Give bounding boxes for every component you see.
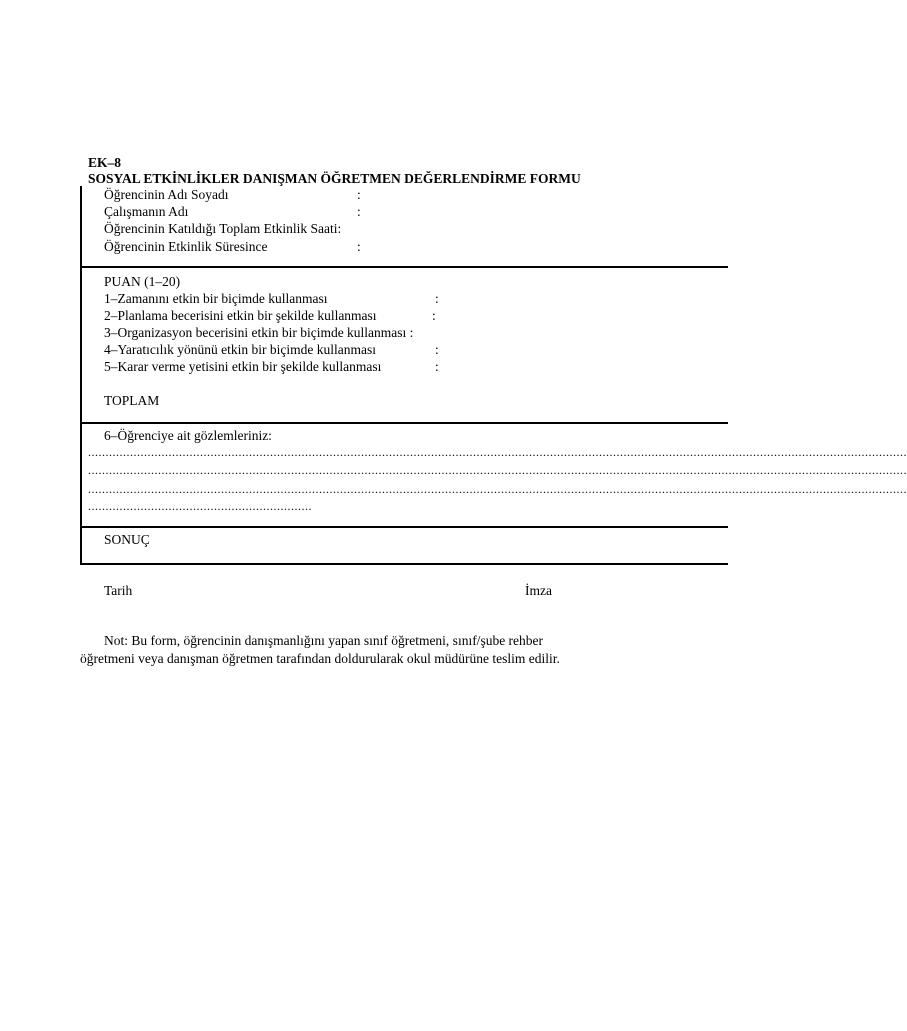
student-name-colon: : (357, 187, 361, 202)
info-left-border (80, 186, 82, 266)
divider-2 (80, 422, 728, 424)
date-label: Tarih (104, 583, 133, 598)
divider-3 (80, 526, 728, 528)
activity-duration-colon: : (357, 239, 361, 254)
score-item-4-colon: : (435, 342, 439, 357)
result-label: SONUÇ (104, 532, 150, 547)
divider-1 (80, 266, 728, 268)
observation-line-2: .......................................................................................................................................................................................................................................... (88, 463, 907, 477)
signature-label: İmza (525, 583, 552, 598)
note-line-1: Not: Bu form, öğrencinin danışmanlığını yapan sınıf öğretmeni, sınıf/şube rehber (104, 633, 544, 648)
observations-label: 6–Öğrenciye ait gözlemleriniz: (104, 428, 272, 443)
total-label: TOPLAM (104, 393, 160, 408)
score-item-2: 2–Planlama becerisini etkin bir şekilde kullanması (104, 308, 377, 323)
result-left-border (80, 528, 82, 564)
observation-line-1: .......................................................................................................................................................................................................................................... (88, 445, 907, 459)
score-item-1: 1–Zamanını etkin bir biçimde kullanması (104, 291, 328, 306)
form-title: SOSYAL ETKİNLİKLER DANIŞMAN ÖĞRETMEN DEĞERLENDİRME FORMU (88, 171, 581, 186)
score-heading: PUAN (1–20) (104, 274, 181, 289)
activity-duration-label: Öğrencinin Etkinlik Süresince (104, 239, 268, 254)
work-name-colon: : (357, 204, 361, 219)
student-name-label: Öğrencinin Adı Soyadı (104, 187, 229, 202)
score-item-5-colon: : (435, 359, 439, 374)
score-item-1-colon: : (435, 291, 439, 306)
total-hours-label: Öğrencinin Katıldığı Toplam Etkinlik Saati: (104, 221, 342, 236)
observation-line-3: .......................................................................................................................................................................................................................................... (88, 482, 907, 496)
note-line-2: öğretmeni veya danışman öğretmen tarafından doldurularak okul müdürüne teslim edilir. (80, 651, 560, 666)
form-code: EK–8 (88, 155, 122, 170)
score-item-4: 4–Yaratıcılık yönünü etkin bir biçimde kullanması (104, 342, 376, 357)
work-name-label: Çalışmanın Adı (104, 204, 189, 219)
score-item-3: 3–Organizasyon becerisini etkin bir biçimde kullanması : (104, 325, 414, 340)
observations-left-border (80, 424, 82, 526)
scores-left-border (80, 268, 82, 422)
observation-line-4: ................................................................ (88, 499, 312, 513)
score-item-2-colon: : (432, 308, 436, 323)
divider-4 (80, 563, 728, 565)
score-item-5: 5–Karar verme yetisini etkin bir şekilde kullanması (104, 359, 382, 374)
